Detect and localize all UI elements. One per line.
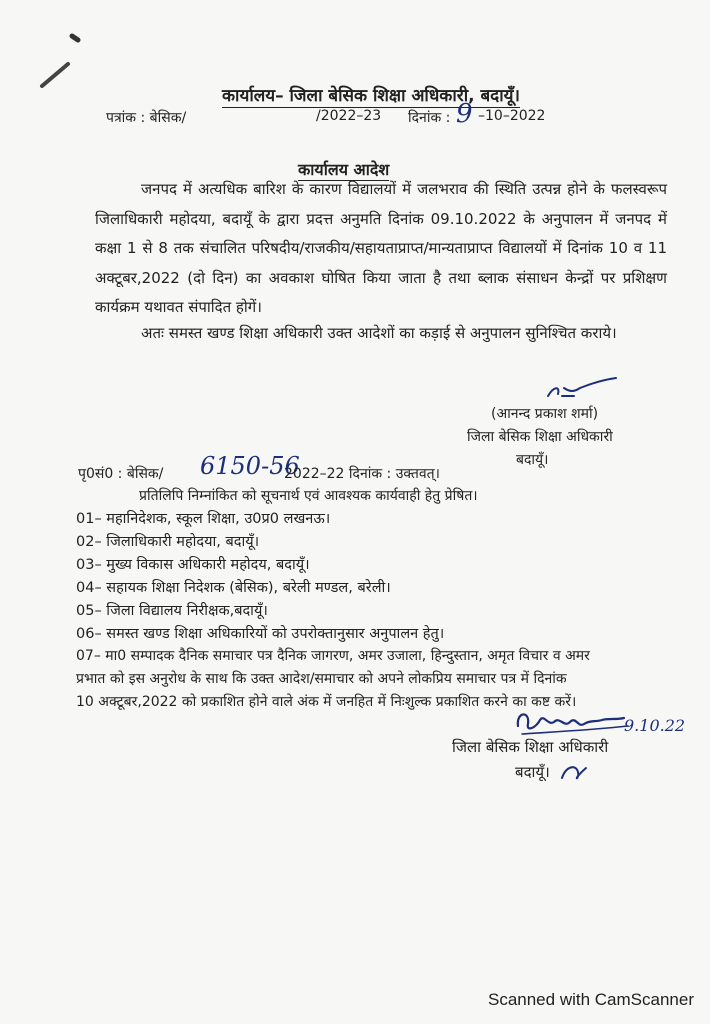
office-title: कार्यालय– जिला बेसिक शिक्षा अधिकारी, बदायूँ।	[222, 83, 520, 108]
reference-label: पत्रांक : बेसिक/	[106, 110, 187, 126]
copy-list-item: 04– सहायक शिक्षा निदेशक (बेसिक), बरेली मण्डल, बरेली।	[76, 580, 391, 596]
copy-intro: प्रतिलिपि निम्नांकित को सूचनार्थ एवं आवश्यक कार्यवाही हेतु प्रेषित।	[139, 488, 478, 504]
signatory-1-name: (आनन्द प्रकाश शर्मा)	[491, 406, 599, 422]
handwritten-day: 9	[456, 99, 473, 129]
copy-list-item: 02– जिलाधिकारी महोदया, बदायूँ।	[76, 534, 260, 550]
copy-list-item: 01– महानिदेशक, स्कूल शिक्षा, उ0प्र0 लखनऊ।	[76, 511, 331, 527]
reference-year: /2022–23	[316, 108, 382, 124]
copy-reference-date: 2022–22 दिनांक : उक्तवत्।	[284, 466, 440, 482]
copy-list-item: 03– मुख्य विकास अधिकारी महोदय, बदायूँ।	[76, 557, 310, 573]
copy-list-item: 05– जिला विद्यालय निरीक्षक,बदायूँ।	[76, 603, 268, 619]
copy-list-item-7-line-1: 07– मा0 सम्पादक दैनिक समाचार पत्र दैनिक जागरण, अमर उजाला, हिन्दुस्तान, अमृत विचार व अमर	[76, 648, 590, 664]
order-paragraph-2: अतः समस्त खण्ड शिक्षा अधिकारी उक्त आदेशों का कड़ाई से अनुपालन सुनिश्चित कराये।	[141, 324, 617, 342]
pen-mark-decoration	[28, 30, 88, 90]
order-paragraph-1: जनपद में अत्यधिक बारिश के कारण विद्यालयों में जलभराव की स्थिति उत्पन्न होने के फलस्वरूप जिलाधिकारी महोदया, बदायूँ के द्वारा प्रदत्त अनुमति दिनांक 09.10.2022 के अनुपालन में जनपद में कक्षा 1 से 8 तक संचालित परिषदीय/राजकीय/सहायताप्राप्त/मान्यताप्राप्त विद्यालयों में दिनांक 10 व 11 अक्टूबर,2022 (दो दिन) का अवकाश घोषित किया जाता है तथा ब्लाक संसाधन केन्द्रों पर प्रशिक्षण कार्यक्रम यथावत संपादित होगें।	[95, 180, 667, 316]
copy-reference-label: पृ0सं0 : बेसिक/	[78, 466, 164, 482]
camscanner-watermark: Scanned with CamScanner	[487, 990, 694, 1009]
signature-2	[512, 706, 630, 740]
signatory-1-place: बदायूँ।	[516, 452, 549, 468]
copy-handwritten-number: 6150-56	[200, 452, 300, 480]
order-heading: कार्यालय आदेश	[298, 160, 390, 179]
copy-list-item: 06– समस्त खण्ड शिक्षा अधिकारियों को उपरोक्तानुसार अनुपालन हेतु।	[76, 626, 445, 642]
copy-list-item-7-line-2: प्रभात को इस अनुरोध के साथ कि उक्त आदेश/समाचार को अपने लोकप्रिय समाचार पत्र में दिनांक	[76, 671, 567, 687]
signatory-1-designation: जिला बेसिक शिक्षा अधिकारी	[467, 429, 613, 445]
signatory-2-place: बदायूँ।	[515, 763, 550, 781]
date-month-year: –10–2022	[478, 108, 546, 124]
date-label: दिनांक :	[408, 110, 451, 126]
signature-2-flourish	[556, 758, 592, 786]
signature-2-date: 9.10.22	[624, 716, 686, 735]
signatory-2-designation: जिला बेसिक शिक्षा अधिकारी	[452, 738, 609, 756]
copy-list-item-7-line-3: 10 अक्टूबर,2022 को प्रकाशित होने वाले अंक में जनहित में निःशुल्क प्रकाशित करने का कष्ट करें।	[76, 694, 577, 710]
